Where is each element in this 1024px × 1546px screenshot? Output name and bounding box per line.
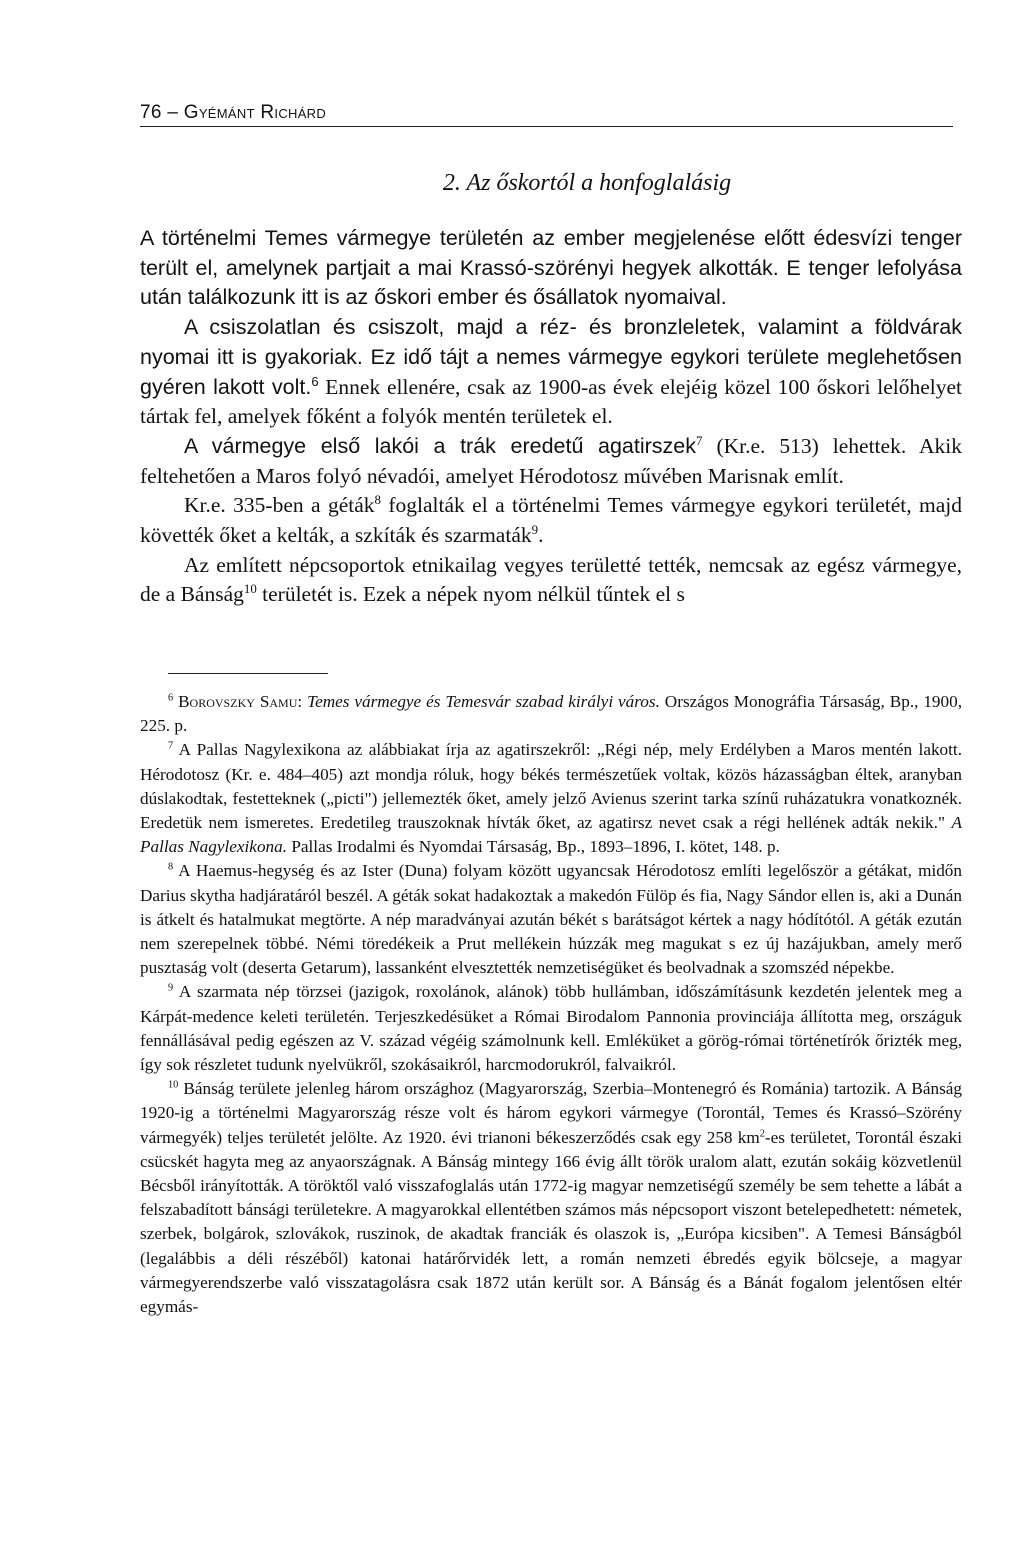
footnote-text: Pallas Irodalmi és Nyomdai Társaság, Bp., 1893–1896, I. kötet, 148. p. xyxy=(287,837,780,857)
footnote-10 xyxy=(140,1077,962,1319)
footnote-text: -es területet, Torontál északi csücskét hagyta meg az anyaországnak. A Bánság mintegy 166 évig állt török uralom alatt, ezután sokáig közvetlenül Bécsből irányították. A töröktől való visszafoglalás után 1772-ig magyar nemzetiségű személy be sem tehette a lábát a felszabadított bánsági területekre. A magyarokkal ellentétben számos más népcsoport viszont betelepedhetett: németek, szerbek, bolgárok, szlovákok, ruszinok, de akadtak franciák és olaszok is, „Európa kicsiben". A Temesi Bánságból (legalábbis a déli részéből) katonai határőrvidék lett, a román nemzeti ébredés egyik bölcseje, a magyar vármegyerendszerbe való visszatagolásra csak 1872 után került sor. A Bánság és a Bánát fogalom jelentősen eltér egymás- xyxy=(140,1127,962,1317)
footnote-ref-8: 8 xyxy=(374,493,381,508)
footnote-number: 8 xyxy=(168,861,174,873)
footnote-8 xyxy=(140,859,962,980)
paragraph-4 xyxy=(140,491,962,550)
footnote-text: A Haemus-hegység és az Ister (Duna) folyam között ugyancsak Hérodotosz említi legelőször a gétákat, midőn Darius skytha hadjáratáról beszél. A géták sokat hadakoztak a makedón Fülöp és fia, Nagy Sándor ellen is, aki a Dunán is átkelt és hatalmukat megtörte. A nép maradványai azután békét s barátságot kértek a nagy hódítótól. A géták ezután nem szerepelnek többé. Némi töredékeik a Prut mellékein húzzák meg magukat s ez új hazájukban, amely merő pusztaság volt (deserta Getarum), lassanként elvesztették nemzetiségüket és beolvadnak a szomszéd népekbe. xyxy=(140,861,962,978)
paragraph-1: A történelmi Temes vármegye területén az ember megjelenése előtt édesvízi tenger terült el, amelynek partjait a mai Krassó-szörényi hegyek alkották. E tenger lefolyása után találkozunk itt is az őskori ember és ősállatok nyomaival. xyxy=(140,226,962,310)
paragraph-2 xyxy=(140,313,962,432)
footnote-7 xyxy=(140,738,962,859)
superscript-2: 2 xyxy=(759,1127,765,1139)
footnote-text: A szarmata nép törzsei (jazigok, roxolánok, alánok) több hullámban, időszámításunk kezdetén jelentek meg a Kárpát-medence keleti területén. Terjeszkedésüket a Római Birodalom Pannonia provinciája állította meg, országuk fennállásával pedig egészen az V. század végéig számolnunk kell. Emléküket a görög-római történetírók őrizték meg, így sok részletet tudunk nyelvükről, szokásaikról, harcmodorukról, falvaikról. xyxy=(140,982,962,1075)
footnote-author: Borovszky Samu: xyxy=(178,692,303,711)
running-title: 76 – Gyémánt Richárd xyxy=(140,102,327,123)
main-text xyxy=(140,224,962,610)
footnote-number: 6 xyxy=(168,692,174,704)
footnotes xyxy=(140,690,962,1319)
footnote-work-title: Temes vármegye és Temesvár szabad királyi város. xyxy=(307,692,660,711)
section-title: 2. Az őskortól a honfoglalásig xyxy=(442,170,732,196)
paragraph-5-text-b: területét is. Ezek a népek nyom nélkül tűntek el s xyxy=(256,582,685,607)
footnote-text: Országos Monográfia Társaság, Bp., 1900, 225. p. xyxy=(140,692,963,736)
paragraph-4-text-a: Kr.e. 335-ben a géták xyxy=(184,493,375,518)
footnote-separator xyxy=(168,673,328,674)
footnote-number: 9 xyxy=(168,982,174,994)
footnote-ref-10: 10 xyxy=(243,582,257,597)
footnote-work-title: A Pallas Nagylexikona. xyxy=(140,813,962,857)
footnote-9 xyxy=(140,980,962,1077)
paragraph-2-text: A csiszolatlan és csiszolt, majd a réz- és bronzleletek, valamint a földvárak nyomai itt is gyakoriak. Ez idő tájt a nemes vármegye egykori területe meglehetősen gyéren lakott volt. xyxy=(140,315,962,399)
footnote-ref-7: 7 xyxy=(696,433,703,448)
paragraph-3-text-a: A vármegye első lakói a trák eredetű agatirszek xyxy=(184,433,696,458)
paragraph-3 xyxy=(140,432,962,491)
footnote-text: A Pallas Nagylexikona az alábbiakat írja az agatirszekről: „Régi nép, mely Erdélyben a Maros mentén lakott. Hérodotosz (Kr. e. 484–405) azt mondja róluk, hogy békés természetűek voltak, közös házasságban éltek, aranyban dúslakodtak, festetteknek („picti") jellemezték őket, amely jelző Avienus szerint tarka színű ruházatukra vonatkoznék. Eredetük nem ismeretes. Eredetileg trauszoknak hívták őket, az agatirsz nevet csak a régi hellének adták nekik." xyxy=(140,740,962,833)
footnote-ref-9: 9 xyxy=(531,522,539,537)
footnote-number: 10 xyxy=(168,1079,179,1091)
footnote-text: Bánság területe jelenleg három országhoz (Magyarország, Szerbia–Montenegró és Románia) tartozik. A Bánság 1920-ig a történelmi Magyarország része volt és három egykori vármegye (Torontál, Temes és Krassó–Szörény vármegyék) teljes területét jelölte. Az 1920. évi trianoni békeszerződés csak egy 258 km xyxy=(140,1079,962,1147)
paragraph-5 xyxy=(140,551,962,610)
paragraph-4-text-c: . xyxy=(538,523,544,548)
footnote-ref-6: 6 xyxy=(311,373,319,389)
paragraph-4-text-b: foglalták el a történelmi Temes vármegye egykori területét, majd követték őket a kelták, a szkíták és szarmaták xyxy=(140,493,962,548)
footnote-6 xyxy=(140,690,962,738)
paragraph-3-text-b: (Kr.e. 513) lehettek. Akik feltehetően a Maros folyó névadói, amelyet Hérodotosz művében Marisnak említ. xyxy=(140,433,962,488)
running-header xyxy=(140,100,953,127)
paragraph-5-text-a: Az említett népcsoportok etnikailag vegyes területté tették, nemcsak az egész vármegye, de a Bánság xyxy=(140,552,962,607)
paragraph-2-cont: Ennek ellenére, csak az 1900-as évek elejéig közel 100 őskori lelőhelyet tártak fel, amelyek főként a folyók mentén területek el. xyxy=(140,374,962,429)
footnote-number: 7 xyxy=(168,740,174,752)
